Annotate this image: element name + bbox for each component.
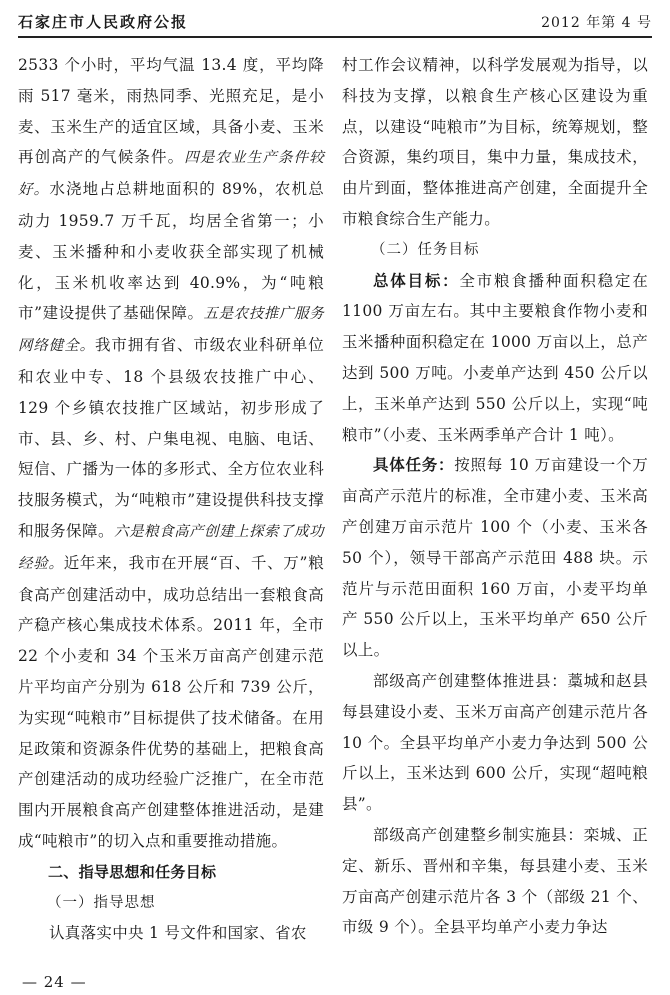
paragraph-guiding-cont: 村工作会议精神，以科学发展观为指导，以科技为支撑，以粮食生产核心区建设为重点，以建设“吨粮市”为目标，统筹规划，整合资源，集约项目，集中力量，集成技术，由片到面，整体推进高产创建，全面提升全市粮食综合生产能力。: [342, 56, 648, 228]
point-six-heading: 六是粮食高产创建上探索了成功经验。: [18, 523, 324, 572]
subheading-task-goals: （二）任务目标: [371, 241, 480, 258]
text-high-yield-experience: 近年来，我市在开展“百、千、万”粮食高产创建活动中，成功总结出一套粮食高产稳产核心集成技术体系。2011 年，全市 22 个小麦和 34 个玉米万亩高产创建示范片平均亩产分别为 618 公斤和 739 公斤，为实现“吨粮市”目标提供了技术储备。在用足政策和资源条件优势的基础上，把粮食高产创建活动的成功经验广泛推广，在全市范围内开展粮食高产创建整体推进活动，是建成“吨粮市”的切入点和重要推动措施。: [18, 553, 324, 850]
specific-task-text: 按照每 10 万亩建设一个万亩高产示范片的标准，全市建小麦、玉米高产创建万亩示范片 100 个（小麦、玉米各 50 个），领导干部高产示范田 488 块。示范片与示范田面积 160 万亩，小麦平均单产 550 公斤以上，玉米平均单产 650 公斤以上。: [342, 456, 648, 660]
paragraph-guiding-thought: 认真落实中央 1 号文件和国家、省农: [49, 924, 307, 943]
paragraph-overall-goal: [342, 266, 648, 451]
gazette-title: 石家庄市人民政府公报: [18, 13, 189, 31]
paragraph-climate: [18, 50, 324, 857]
page-number: — 24 —: [22, 973, 87, 991]
section-heading-2: 二、指导思想和任务目标: [48, 862, 217, 881]
overall-goal-label: 总体目标：: [373, 270, 460, 290]
subheading-guiding-thought: （一）指导思想: [47, 894, 156, 911]
paragraph-specific-task: [342, 450, 648, 666]
right-column: [342, 50, 648, 943]
text-extension-network: 我市拥有省、市级农业科研单位和农业中专、18 个县级农技推广中心、129 个乡镇农技推广区域站，初步形成了市、县、乡、村、户集电视、电脑、电话、短信、广播为一体的多形式、全方位农业科技服务模式，为“吨粮市”建设提供科技支撑和服务保障。: [18, 336, 324, 540]
paragraph-county-advance: 部级高产创建整体推进县：藁城和赵县每县建设小麦、玉米万亩高产创建示范片各 10 个。全县平均单产小麦力争达到 500 公斤以上，玉米达到 600 公斤，实现“超吨粮县”。: [342, 671, 648, 814]
paragraph-township-county: 部级高产创建整乡制实施县：栾城、正定、新乐、晋州和辛集，每县建小麦、玉米万亩高产创建示范片各 3 个（部级 21 个、市级 9 个）。全县平均单产小麦力争达: [342, 825, 648, 937]
specific-task-label: 具体任务：: [373, 455, 455, 475]
point-four-heading: 四是农业生产条件较好。: [18, 150, 324, 199]
page-header: [18, 0, 652, 38]
text-irrigation: 水浇地占总耕地面积的 89%，农机总动力 1959.7 万千瓦，均居全省第一；小麦、玉米播种和小麦收获全部实现了机械化，玉米机收率达到 40.9%，为“吨粮市”建设提供了基础保障。: [18, 180, 324, 323]
point-five-heading: 五是农技推广服务网络健全。: [18, 306, 324, 355]
overall-goal-text: 全市粮食播种面积稳定在 1100 万亩左右。其中主要粮食作物小麦和玉米播种面积稳定在 1000 万亩以上，总产达到 500 万吨。小麦单产达到 450 公斤以上，玉米单产达到 550 公斤以上，实现“吨粮市”（小麦、玉米两季单产合计 1 吨）。: [342, 271, 648, 444]
text-climate: 2533 个小时，平均气温 13.4 度，平均降雨 517 毫米，雨热同季、光照充足，是小麦、玉米生产的适宜区域，具备小麦、玉米再创高产的气候条件。: [18, 56, 324, 167]
issue-number: 2012 年第 4 号: [541, 15, 652, 31]
left-column: [18, 50, 324, 949]
